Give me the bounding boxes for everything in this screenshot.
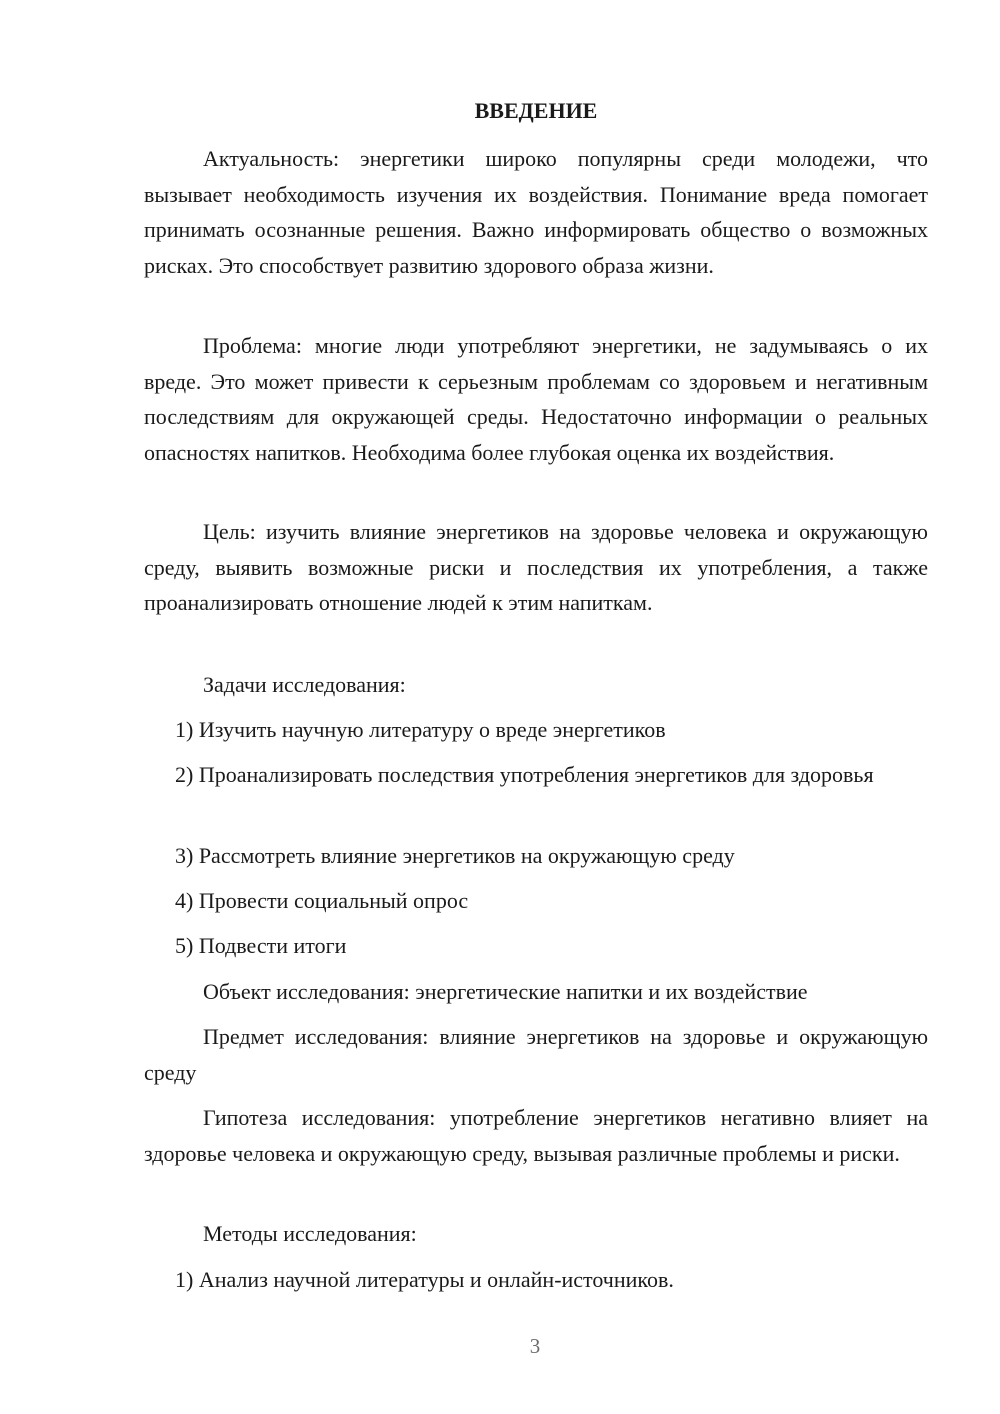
- goal-paragraph: Цель: изучить влияние энергетиков на здоровье человека и окружающую среду, выявить возможные риски и последствия их употребления, а также проанализировать отношение людей к этим напиткам.: [144, 519, 928, 615]
- task-item-5: 5) Подвести итоги: [175, 933, 347, 958]
- task-item-3: 3) Рассмотреть влияние энергетиков на окружающую среду: [175, 843, 735, 868]
- section-title: ВВЕДЕНИЕ: [474, 98, 598, 123]
- task-item-1: 1) Изучить научную литературу о вреде энергетиков: [175, 717, 666, 742]
- hypothesis-paragraph: Гипотеза исследования: употребление энергетиков негативно влияет на здоровье человека и окружающую среду, вызывая различные проблемы и риски.: [144, 1105, 928, 1166]
- problem-paragraph: Проблема: многие люди употребляют энергетики, не задумываясь о их вреде. Это может привести к серьезным проблемам со здоровьем и негативным последствиям для окружающей среды. Недостаточно информации о реальных опасностях напитков. Необходима более глубокая оценка их воздействия.: [144, 333, 928, 465]
- method-item-1: 1) Анализ научной литературы и онлайн-источников.: [175, 1267, 674, 1292]
- task-item-2: 2) Проанализировать последствия употребления энергетиков для здоровья: [175, 762, 874, 787]
- page-number: 3: [529, 1334, 541, 1358]
- relevance-paragraph: Актуальность: энергетики широко популярны среди молодежи, что вызывает необходимость изучения их воздействия. Понимание вреда помогает принимать осознанные решения. Важно информировать общество о возможных рисках. Это способствует развитию здорового образа жизни.: [144, 146, 928, 278]
- object-paragraph: Объект исследования: энергетические напитки и их воздействие: [203, 979, 808, 1004]
- methods-heading: Методы исследования:: [203, 1221, 417, 1246]
- subject-paragraph: Предмет исследования: влияние энергетиков на здоровье и окружающую среду: [144, 1024, 928, 1085]
- tasks-heading: Задачи исследования:: [203, 672, 406, 697]
- task-item-4: 4) Провести социальный опрос: [175, 888, 469, 913]
